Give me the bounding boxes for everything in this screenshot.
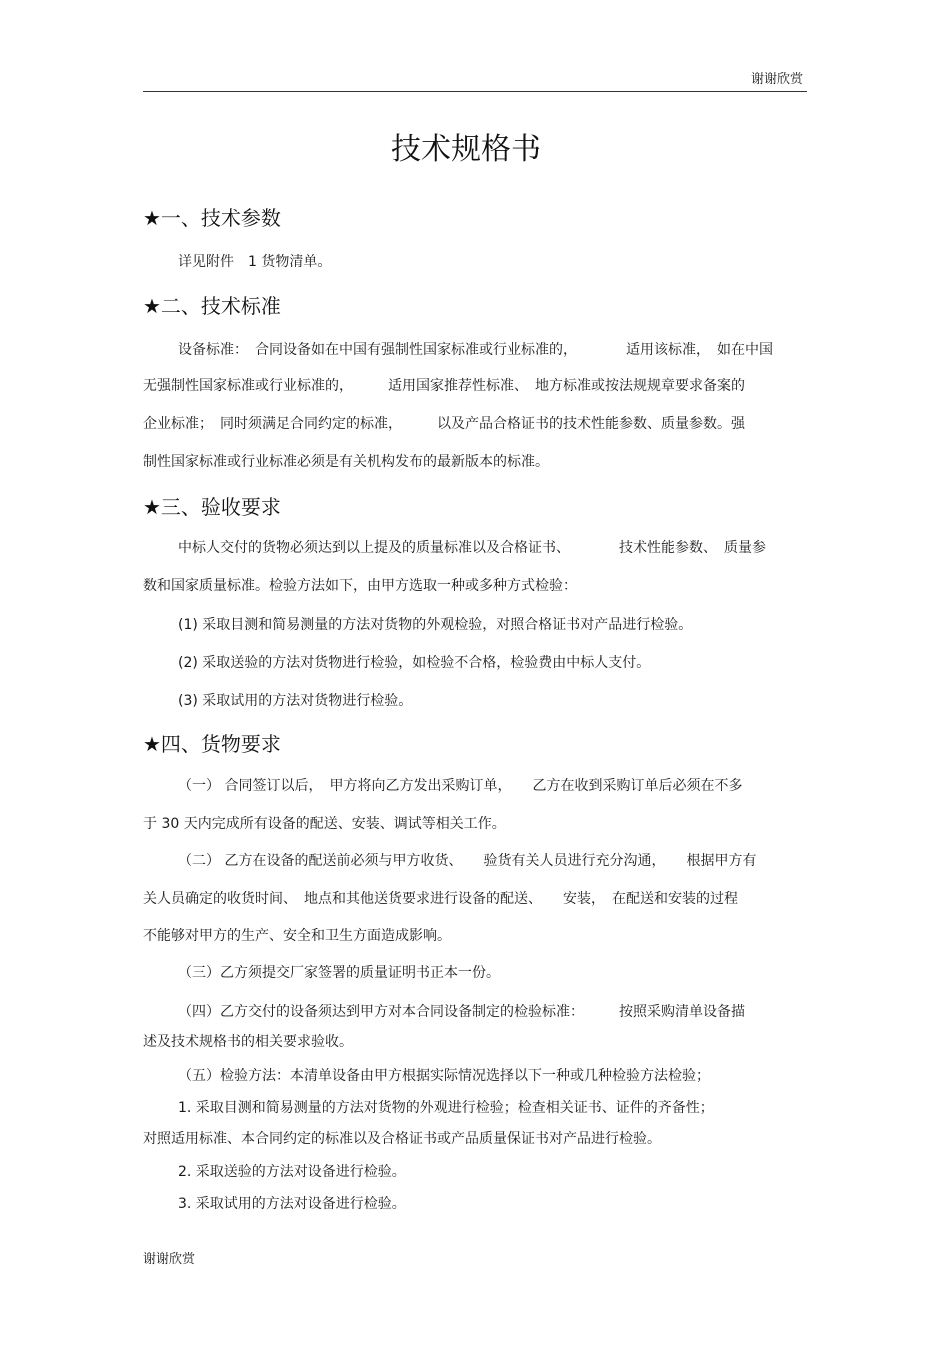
paragraph-line: 不能够对甲方的生产、安全和卫生方面造成影响。 (143, 928, 451, 944)
paragraph-line: （二） 乙方在设备的配送前必须与甲方收货、 验货有关人员进行充分沟通， 根据甲方有 (178, 853, 757, 869)
paragraph-line: 述及技术规格书的相关要求验收。 (143, 1034, 353, 1050)
section-heading-technical-parameters: ★一、技术参数 (143, 206, 281, 230)
paragraph-line: 制性国家标准或行业标准必须是有关机构发布的最新版本的标准。 (143, 454, 549, 470)
page-header-text: 谢谢欣赏 (750, 72, 803, 87)
paragraph-line: 中标人交付的货物必须达到以上提及的质量标准以及合格证书、 技术性能参数、 质量参 (178, 540, 766, 556)
section-heading-goods-requirements: ★四、货物要求 (143, 732, 281, 756)
paragraph-line: 于 30 天内完成所有设备的配送、安装、调试等相关工作。 (143, 816, 506, 832)
document-title: 技术规格书 (391, 132, 541, 167)
paragraph-line: 详见附件 1 货物清单。 (178, 254, 332, 270)
list-item: (1) 采取目测和简易测量的方法对货物的外观检验，对照合格证书对产品进行检验。 (178, 617, 693, 633)
paragraph-line: （一） 合同签订以后， 甲方将向乙方发出采购订单， 乙方在收到采购订单后必须在不多 (178, 778, 743, 794)
section-heading-technical-standards: ★二、技术标准 (143, 294, 281, 318)
paragraph-line: （三）乙方须提交厂家签署的质量证明书正本一份。 (178, 965, 500, 981)
header-divider (143, 91, 807, 92)
paragraph-line: （五）检验方法：本清单设备由甲方根据实际情况选择以下一种或几种检验方法检验； (178, 1068, 710, 1084)
paragraph-line: 对照适用标准、本合同约定的标准以及合格证书或产品质量保证书对产品进行检验。 (143, 1131, 661, 1147)
paragraph-line: 无强制性国家标准或行业标准的， 适用国家推荐性标准、 地方标准或按法规规章要求备案的 (143, 378, 745, 394)
paragraph-line: 企业标准； 同时须满足合同约定的标准， 以及产品合格证书的技术性能参数、质量参数。强 (143, 416, 745, 432)
paragraph-line: （四）乙方交付的设备须达到甲方对本合同设备制定的检验标准： 按照采购清单设备描 (178, 1004, 745, 1020)
paragraph-line: 数和国家质量标准。检验方法如下，由甲方选取一种或多种方式检验： (143, 578, 577, 594)
paragraph-line: 关人员确定的收货时间、 地点和其他送货要求进行设备的配送、 安装， 在配送和安装的过程 (143, 891, 738, 907)
list-item: 2. 采取送验的方法对设备进行检验。 (178, 1164, 406, 1180)
list-item: 1. 采取目测和简易测量的方法对货物的外观进行检验；检查相关证书、证件的齐备性； (178, 1100, 714, 1116)
page-footer-text: 谢谢欣赏 (143, 1252, 196, 1267)
section-heading-acceptance-requirements: ★三、验收要求 (143, 495, 281, 519)
paragraph-line: 设备标准： 合同设备如在中国有强制性国家标准或行业标准的， 适用该标准， 如在中国 (178, 342, 773, 358)
list-item: 3. 采取试用的方法对设备进行检验。 (178, 1196, 406, 1212)
list-item: (2) 采取送验的方法对货物进行检验，如检验不合格，检验费由中标人支付。 (178, 655, 651, 671)
list-item: (3) 采取试用的方法对货物进行检验。 (178, 693, 413, 709)
